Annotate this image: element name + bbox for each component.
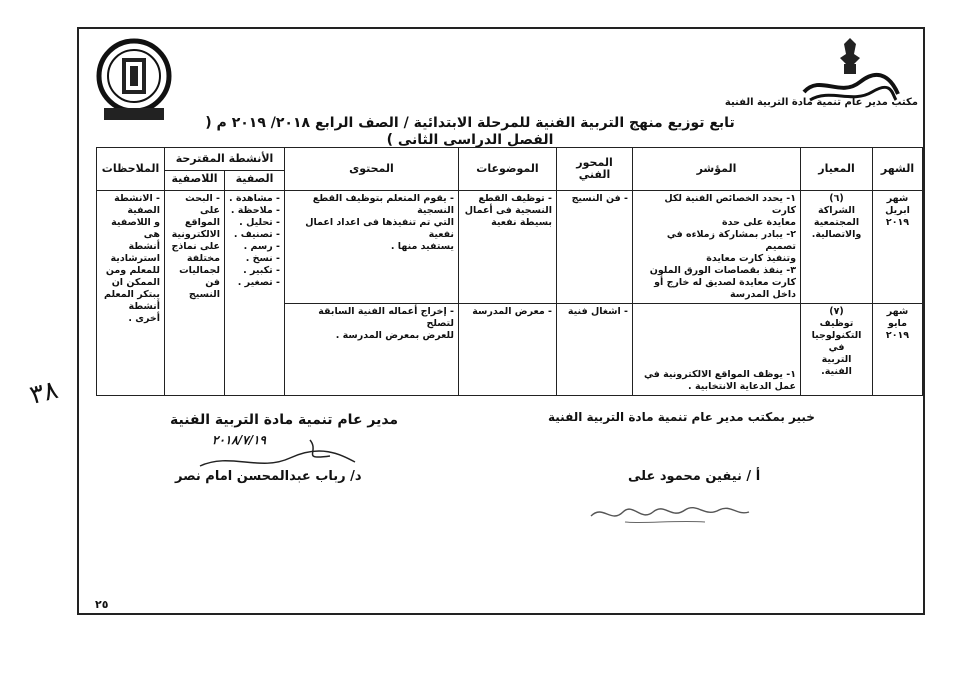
month-april: شهر ابريل ٢٠١٩ <box>873 191 923 304</box>
content-exhibition: - إخراج أعماله الفنية السابقة لتصلح للعرض بمعرض المدرسة . <box>285 304 459 396</box>
col-header-topics: الموضوعات <box>459 148 557 191</box>
classroom-activities: - مشاهدة . - ملاحظة . - تحليل . - تصنيف . - رسم . - نسخ . - تكبير . - تصغير . <box>225 191 285 396</box>
standard-7: (٧) توظيف التكنولوجيا في التربية الفنية. <box>801 304 873 396</box>
left-signatory-title: مدير عام تنمية مادة التربية الفنية <box>170 412 399 428</box>
col-header-art-axis: المحور الفني <box>557 148 633 191</box>
col-header-classroom: الصفية <box>225 171 285 191</box>
office-label: مكتب مدير عام تنمية مادة التربية الفنية <box>724 97 918 108</box>
col-header-indicator: المؤشر <box>633 148 801 191</box>
page-number: ٢٥ <box>95 598 109 611</box>
notes-text: - الانشطة الصفية و اللاصفية هى أنشطة استرشادية للمعلم ومن الممكن ان يبتكر المعلم أنشطة أخرى . <box>97 191 165 396</box>
art-axis-textile: - فن النسيج <box>557 191 633 304</box>
col-header-notes: الملاحظات <box>97 148 165 191</box>
curriculum-table <box>96 147 923 396</box>
content-textile: - يقوم المتعلم بتوظيف القطع النسجية التي تم تنفيذها فى اعداد اعمال نفعية يستفيد منها . <box>285 191 459 304</box>
art-axis-crafts: - اشغال فنية <box>557 304 633 396</box>
topic-school-exhibition: - معرض المدرسة <box>459 304 557 396</box>
left-signatory-name: د/ رباب عبدالمحسن امام نصر <box>175 469 362 484</box>
document-title: تابع توزيع منهج التربية الفنية للمرحلة الابتدائية / الصف الرابع ٢٠١٨/ ٢٠١٩ م ( الفصل الدراسى الثانى ) <box>205 115 735 148</box>
right-signatory-name: أ / نيفين محمود على <box>628 469 761 484</box>
topic-textile-use: - توظيف القطع النسجية فى أعمال بسيطة نفعية <box>459 191 557 304</box>
month-may: شهر مايو ٢٠١٩ <box>873 304 923 396</box>
margin-handwritten-note: ٣٨ <box>26 375 62 411</box>
indicator-1: ١- يحدد الخصائص الفنية لكل كارت معايدة على حدة ٢- يبادر بمشاركة زملاءه في تصميم وتنفيذ كارت معايدة ٣- ينفذ بقصاصات الورق الملون كارت معايدة لصديق له خارج أو داخل المدرسة <box>633 191 801 304</box>
right-signatory-title: خبير بمكتب مدير عام تنمية مادة التربية الفنية <box>548 410 815 424</box>
ministry-emblem-logo <box>800 34 900 106</box>
col-header-activities: الأنشطة المقترحة <box>165 148 285 171</box>
extracurricular-activities: - البحث على المواقع الالكترونية على نماذج مختلفة لجماليات فن النسيج <box>165 191 225 396</box>
col-header-content: المحتوى <box>285 148 459 191</box>
indicator-2: ١- يوظف المواقع الالكترونية في عمل الدعاية الانتخابية . <box>633 304 801 396</box>
left-signature-date: ٢٠١٨/٧/١٩ <box>212 433 266 447</box>
col-header-standard: المعيار <box>801 148 873 191</box>
right-handwritten-signature <box>585 494 755 528</box>
col-header-extracurricular: اللاصفية <box>165 171 225 191</box>
standard-6: (٦) الشراكة المجتمعية والاتصالية. <box>801 191 873 304</box>
faculty-seal-logo <box>96 36 172 124</box>
col-header-month: الشهر <box>873 148 923 191</box>
